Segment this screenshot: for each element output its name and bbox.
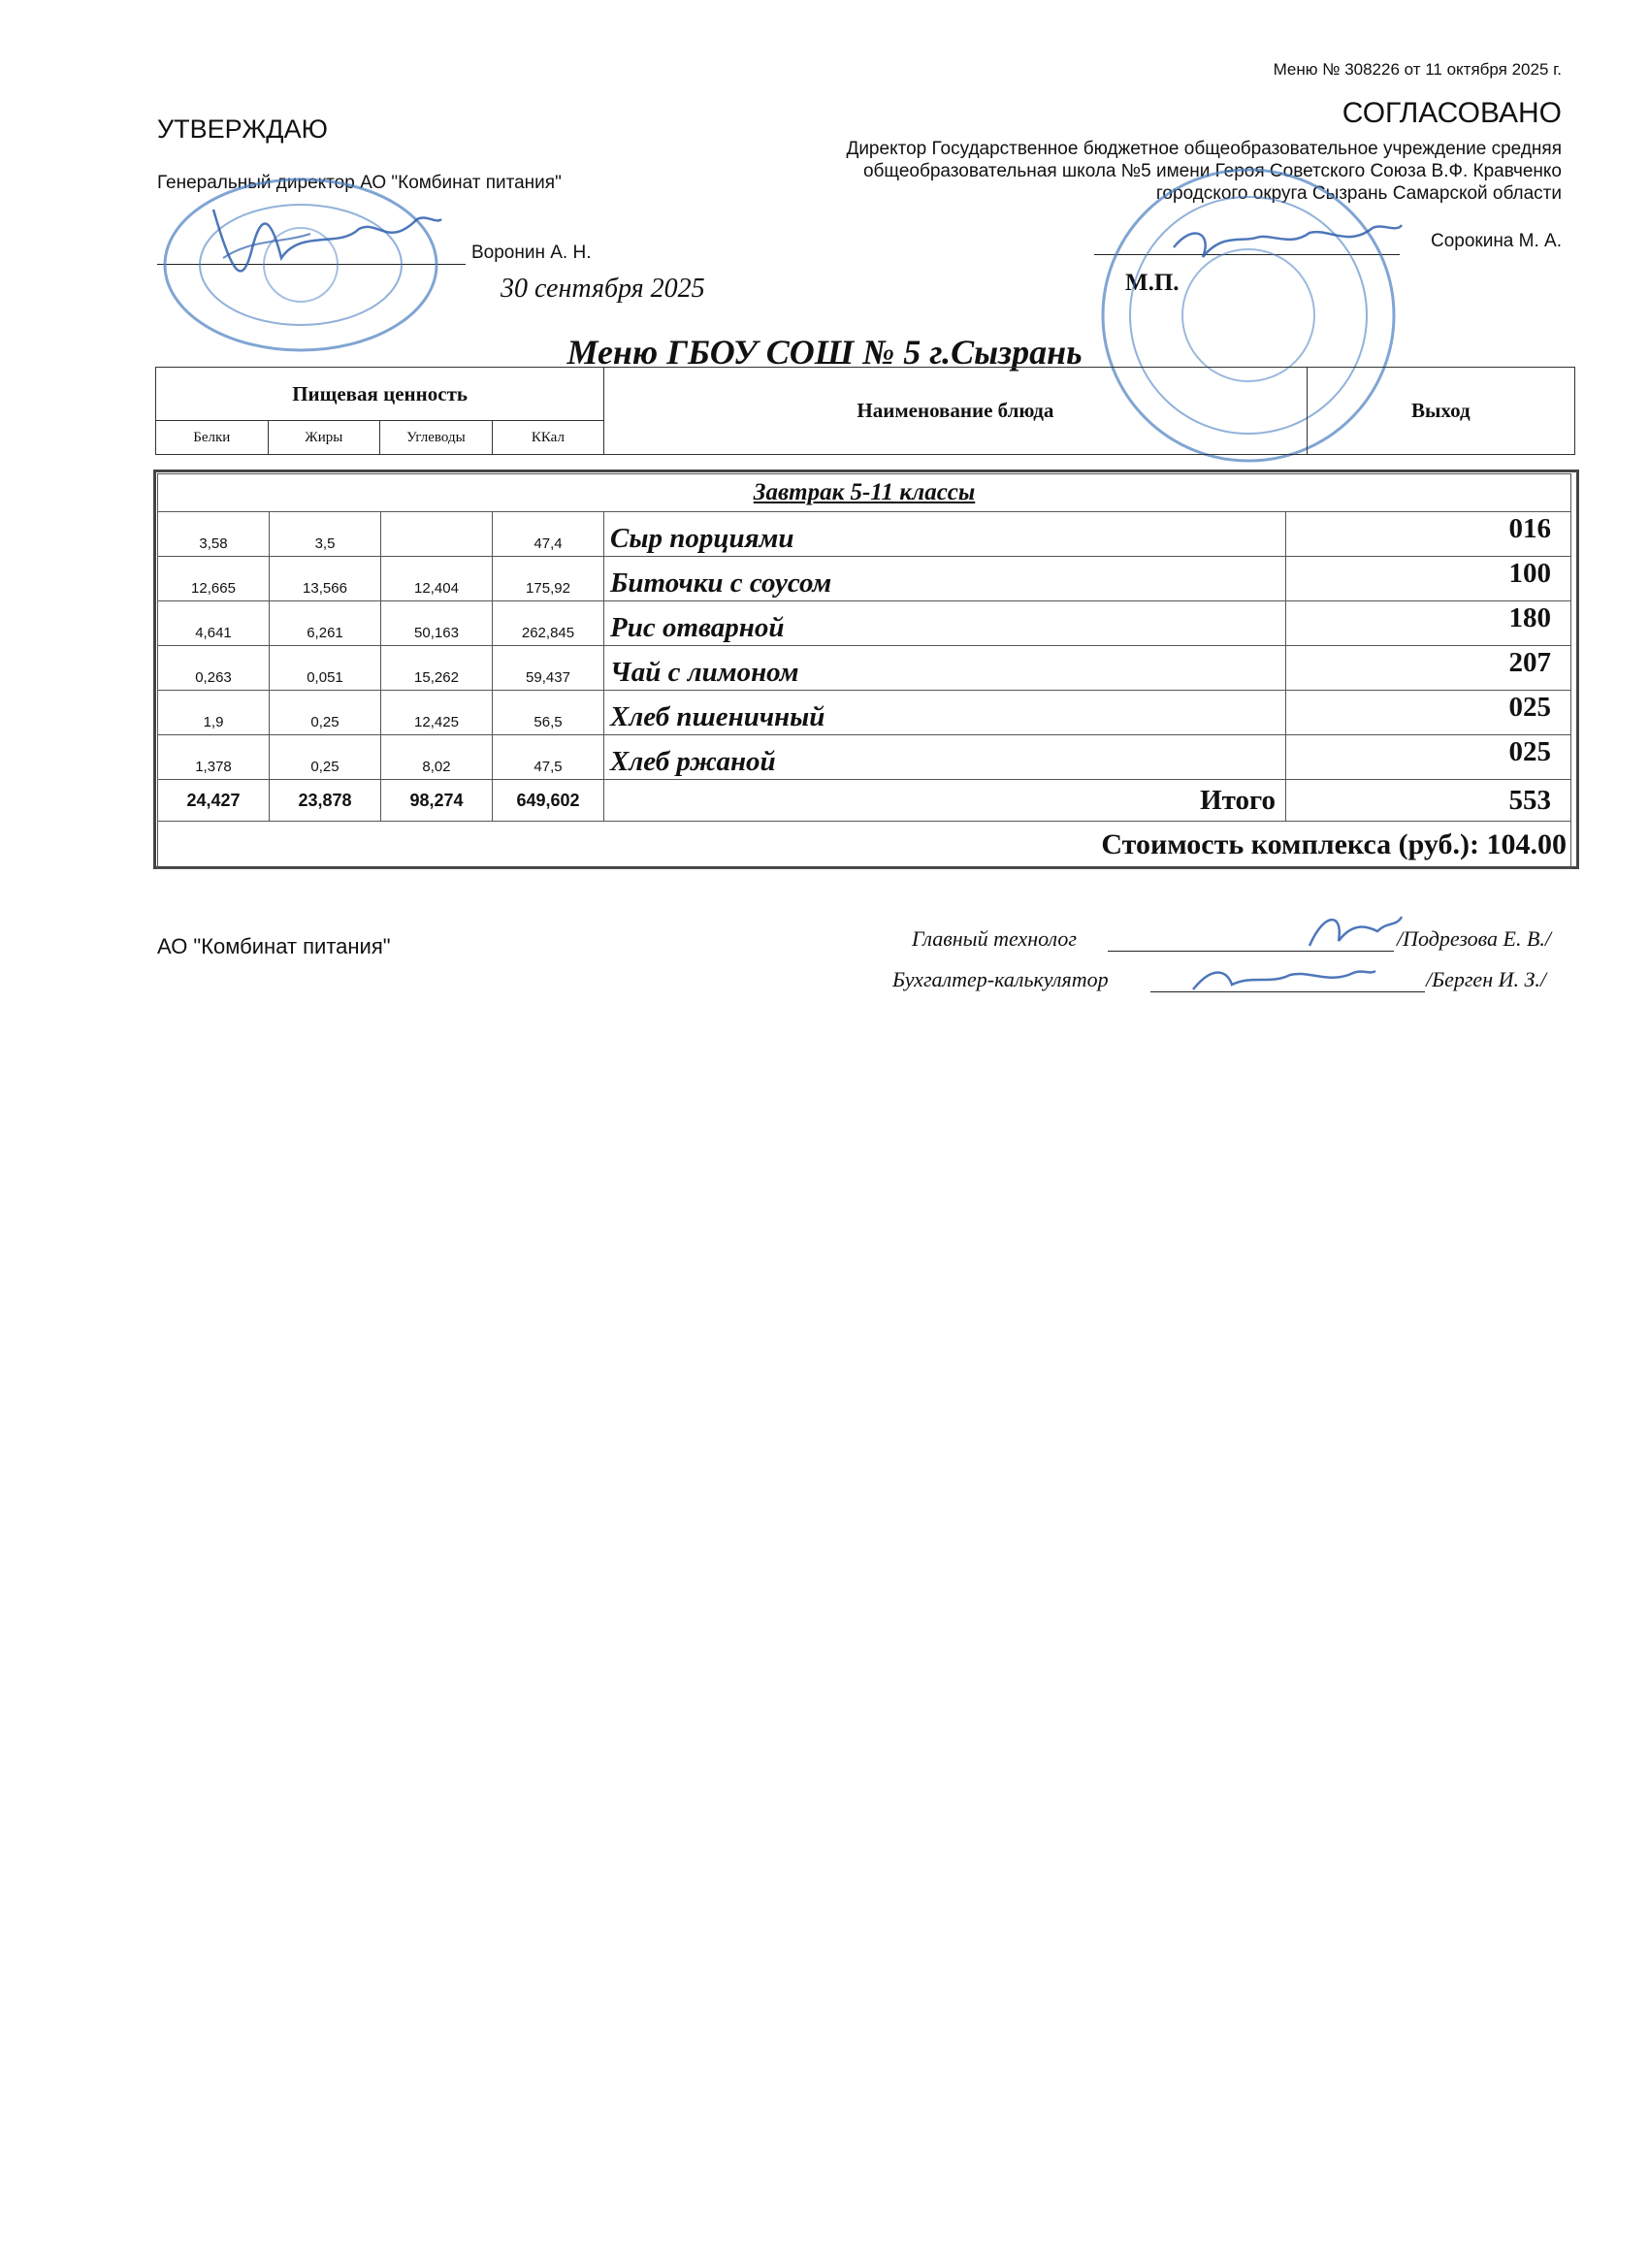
table-row xyxy=(158,601,1571,646)
complex-cost: Стоимость комплекса (руб.): 104.00 xyxy=(158,822,1571,869)
cell-kcal: 47,4 xyxy=(493,512,604,557)
cell-protein: 4,641 xyxy=(158,601,270,646)
agree-name: Сорокина М. А. xyxy=(1430,231,1562,251)
section-title: Завтрак 5-11 классы xyxy=(158,474,1571,512)
accountant-name: /Берген И. З./ xyxy=(1426,967,1547,991)
approve-signature xyxy=(194,190,446,287)
cell-dish: Хлеб ржаной xyxy=(604,735,1286,780)
cell-yield: 100 xyxy=(1286,557,1571,601)
cell-kcal: 47,5 xyxy=(493,735,604,780)
cell-fat: 3,5 xyxy=(270,512,381,557)
table-row xyxy=(158,557,1571,601)
cell-dish: Рис отварной xyxy=(604,601,1286,646)
cell-carbs: 12,425 xyxy=(381,691,493,735)
cell-fat: 0,25 xyxy=(270,735,381,780)
cell-dish: Хлеб пшеничный xyxy=(604,691,1286,735)
cell-carbs: 50,163 xyxy=(381,601,493,646)
approve-title: УТВЕРЖДАЮ xyxy=(157,114,328,144)
total-yield: 553 xyxy=(1286,780,1571,822)
header-nutrition: Пищевая ценность xyxy=(156,368,604,421)
cell-protein: 1,378 xyxy=(158,735,270,780)
cell-yield: 025 xyxy=(1286,735,1571,780)
cell-dish: Сыр порциями xyxy=(604,512,1286,557)
document-reference: Меню № 308226 от 11 октября 2025 г. xyxy=(1273,60,1562,79)
accountant-signature xyxy=(1183,956,1377,1004)
total-row xyxy=(158,780,1571,822)
stamp-place-label: М.П. xyxy=(1125,270,1180,296)
header-fat: Жиры xyxy=(268,421,380,455)
cell-kcal: 175,92 xyxy=(493,557,604,601)
header-protein: Белки xyxy=(156,421,269,455)
total-kcal: 649,602 xyxy=(493,780,604,822)
header-table xyxy=(155,367,1575,455)
header-yield: Выход xyxy=(1307,368,1574,455)
total-protein: 24,427 xyxy=(158,780,270,822)
footer-company: АО "Комбинат питания" xyxy=(157,934,391,958)
tech-name: /Подрезова Е. В./ xyxy=(1397,926,1551,951)
table-row xyxy=(158,646,1571,691)
cell-yield: 016 xyxy=(1286,512,1571,557)
approve-role: Генеральный директор АО "Комбинат питания" xyxy=(157,173,562,193)
cell-kcal: 262,845 xyxy=(493,601,604,646)
total-label: Итого xyxy=(604,780,1286,822)
tech-role: Главный технолог xyxy=(912,926,1078,951)
approve-name: Воронин А. Н. xyxy=(471,243,592,263)
tech-signature xyxy=(1300,902,1406,960)
cell-carbs xyxy=(381,512,493,557)
header-dish: Наименование блюда xyxy=(604,368,1307,455)
agree-role-line1: Директор Государственное бюджетное общеобразовательное учреждение средняя xyxy=(846,139,1562,159)
total-fat: 23,878 xyxy=(270,780,381,822)
cell-fat: 6,261 xyxy=(270,601,381,646)
header-carbs: Углеводы xyxy=(380,421,493,455)
menu-title: Меню ГБОУ СОШ № 5 г.Сызрань xyxy=(566,333,1083,372)
cell-protein: 0,263 xyxy=(158,646,270,691)
accountant-role: Бухгалтер-калькулятор xyxy=(892,967,1109,991)
cell-fat: 0,051 xyxy=(270,646,381,691)
cell-dish: Чай с лимоном xyxy=(604,646,1286,691)
menu-table xyxy=(157,473,1571,869)
cell-carbs: 12,404 xyxy=(381,557,493,601)
cell-protein: 1,9 xyxy=(158,691,270,735)
cell-protein: 3,58 xyxy=(158,512,270,557)
header-kcal: ККал xyxy=(492,421,604,455)
cell-carbs: 8,02 xyxy=(381,735,493,780)
cell-kcal: 56,5 xyxy=(493,691,604,735)
cell-protein: 12,665 xyxy=(158,557,270,601)
agree-role-line3: городского округа Сызрань Самарской области xyxy=(1155,183,1562,204)
cell-yield: 207 xyxy=(1286,646,1571,691)
cell-yield: 180 xyxy=(1286,601,1571,646)
agree-role-line2: общеобразовательная школа №5 имени Героя Советского Союза В.Ф. Кравченко xyxy=(862,161,1562,181)
cell-yield: 025 xyxy=(1286,691,1571,735)
table-row xyxy=(158,512,1571,557)
agree-title: СОГЛАСОВАНО xyxy=(1342,97,1562,129)
cell-kcal: 59,437 xyxy=(493,646,604,691)
cell-fat: 13,566 xyxy=(270,557,381,601)
total-carbs: 98,274 xyxy=(381,780,493,822)
cell-dish: Биточки с соусом xyxy=(604,557,1286,601)
table-row xyxy=(158,735,1571,780)
table-row xyxy=(158,691,1571,735)
approve-date: 30 сентября 2025 xyxy=(501,274,705,304)
cell-carbs: 15,262 xyxy=(381,646,493,691)
cell-fat: 0,25 xyxy=(270,691,381,735)
agree-signature xyxy=(1164,204,1406,281)
